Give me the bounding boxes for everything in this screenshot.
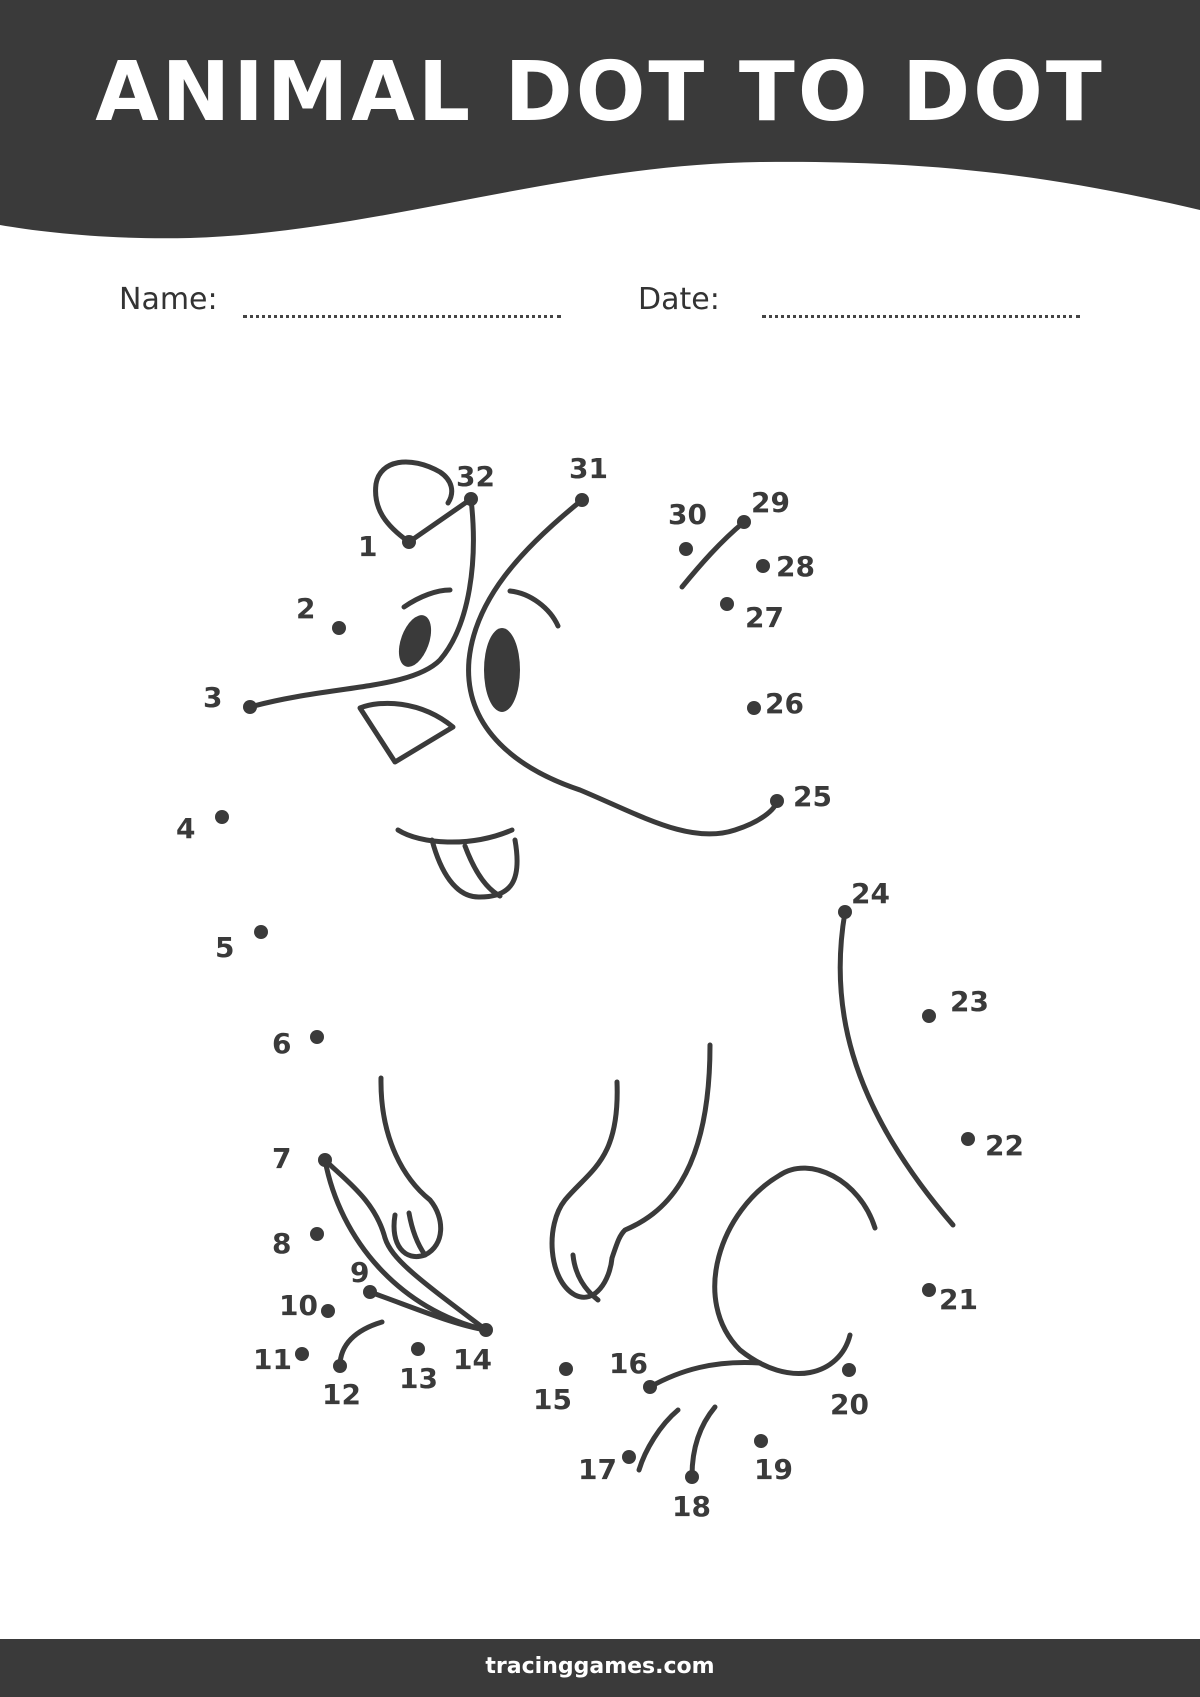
dot-number: 23 — [950, 985, 989, 1018]
dot-27[interactable] — [720, 597, 734, 611]
worksheet-title: ANIMAL DOT TO DOT — [95, 45, 1105, 140]
dot-number: 18 — [672, 1490, 711, 1523]
dot-markers — [215, 492, 975, 1484]
whisker — [682, 522, 744, 587]
dot-15[interactable] — [559, 1362, 573, 1376]
dot-number: 30 — [668, 498, 707, 531]
dot-17[interactable] — [622, 1450, 636, 1464]
left-brow — [404, 590, 450, 607]
dot-number: 28 — [776, 550, 815, 583]
dot-number: 24 — [851, 877, 890, 910]
dot-21[interactable] — [922, 1283, 936, 1297]
dot-number: 21 — [939, 1283, 978, 1316]
dot-numbers — [176, 452, 1024, 1523]
right-brow — [510, 591, 558, 626]
dot-number: 10 — [279, 1289, 318, 1322]
dot-number: 12 — [322, 1378, 361, 1411]
back-foot-toe2 — [692, 1407, 715, 1476]
teeth-divider — [465, 846, 500, 896]
dot-18[interactable] — [685, 1470, 699, 1484]
dot-32[interactable] — [464, 492, 478, 506]
dot-6[interactable] — [310, 1030, 324, 1044]
dot-4[interactable] — [215, 810, 229, 824]
dot-number: 5 — [215, 931, 235, 964]
dot-number: 13 — [399, 1362, 438, 1395]
mouth — [398, 830, 512, 842]
dot-14[interactable] — [479, 1323, 493, 1337]
back-foot-top — [650, 1362, 760, 1387]
tail-line — [370, 1292, 486, 1330]
dot-number: 11 — [253, 1343, 292, 1376]
dot-number: 2 — [296, 592, 316, 625]
dot-number: 9 — [350, 1256, 370, 1289]
dot-26[interactable] — [747, 701, 761, 715]
dot-19[interactable] — [754, 1434, 768, 1448]
footer-website: tracinggames.com — [485, 1654, 715, 1679]
dot-28[interactable] — [756, 559, 770, 573]
dot-number: 1 — [358, 530, 378, 563]
paw-curve — [340, 1322, 382, 1366]
date-label: Date: — [638, 282, 720, 317]
dot-number: 7 — [272, 1142, 292, 1175]
dot-22[interactable] — [961, 1132, 975, 1146]
dot-number: 3 — [203, 681, 223, 714]
dot-8[interactable] — [310, 1227, 324, 1241]
dot-20[interactable] — [842, 1363, 856, 1377]
dot-number: 17 — [578, 1453, 617, 1486]
back-line — [840, 912, 953, 1225]
dot-29[interactable] — [737, 515, 751, 529]
dot-number: 32 — [456, 460, 495, 493]
dot-7[interactable] — [318, 1153, 332, 1167]
dot-31[interactable] — [575, 493, 589, 507]
dot-number: 20 — [830, 1388, 869, 1421]
dot-3[interactable] — [243, 700, 257, 714]
dot-number: 4 — [176, 812, 196, 845]
dot-number: 25 — [793, 780, 832, 813]
nose — [360, 703, 453, 762]
dot-11[interactable] — [295, 1347, 309, 1361]
dot-1[interactable] — [402, 535, 416, 549]
dot-number: 15 — [533, 1383, 572, 1416]
dot-number: 14 — [453, 1343, 492, 1376]
dot-number: 29 — [751, 486, 790, 519]
ear-base-line — [409, 499, 471, 542]
left-eye — [393, 611, 438, 671]
dot-number: 27 — [745, 601, 784, 634]
dot-5[interactable] — [254, 925, 268, 939]
back-leg — [715, 1168, 875, 1373]
dot-16[interactable] — [643, 1380, 657, 1394]
dot-number: 19 — [754, 1453, 793, 1486]
dot-number: 31 — [569, 452, 608, 485]
dot-number: 26 — [765, 687, 804, 720]
dot-number: 22 — [985, 1129, 1024, 1162]
dot-13[interactable] — [411, 1342, 425, 1356]
back-foot-toe1 — [639, 1410, 678, 1470]
ear-outline — [376, 462, 452, 542]
dot-24[interactable] — [838, 905, 852, 919]
dot-25[interactable] — [770, 794, 784, 808]
dot-12[interactable] — [333, 1359, 347, 1373]
dot-10[interactable] — [321, 1304, 335, 1318]
dot-number: 8 — [272, 1227, 292, 1260]
name-label: Name: — [119, 282, 218, 317]
dot-23[interactable] — [922, 1009, 936, 1023]
right-eye — [484, 628, 520, 712]
dot-number: 6 — [272, 1027, 292, 1060]
animal-outline — [250, 462, 953, 1476]
front-leg-left-toe — [409, 1213, 425, 1255]
dot-30[interactable] — [679, 542, 693, 556]
dot-number: 16 — [609, 1347, 648, 1380]
dot-2[interactable] — [332, 621, 346, 635]
